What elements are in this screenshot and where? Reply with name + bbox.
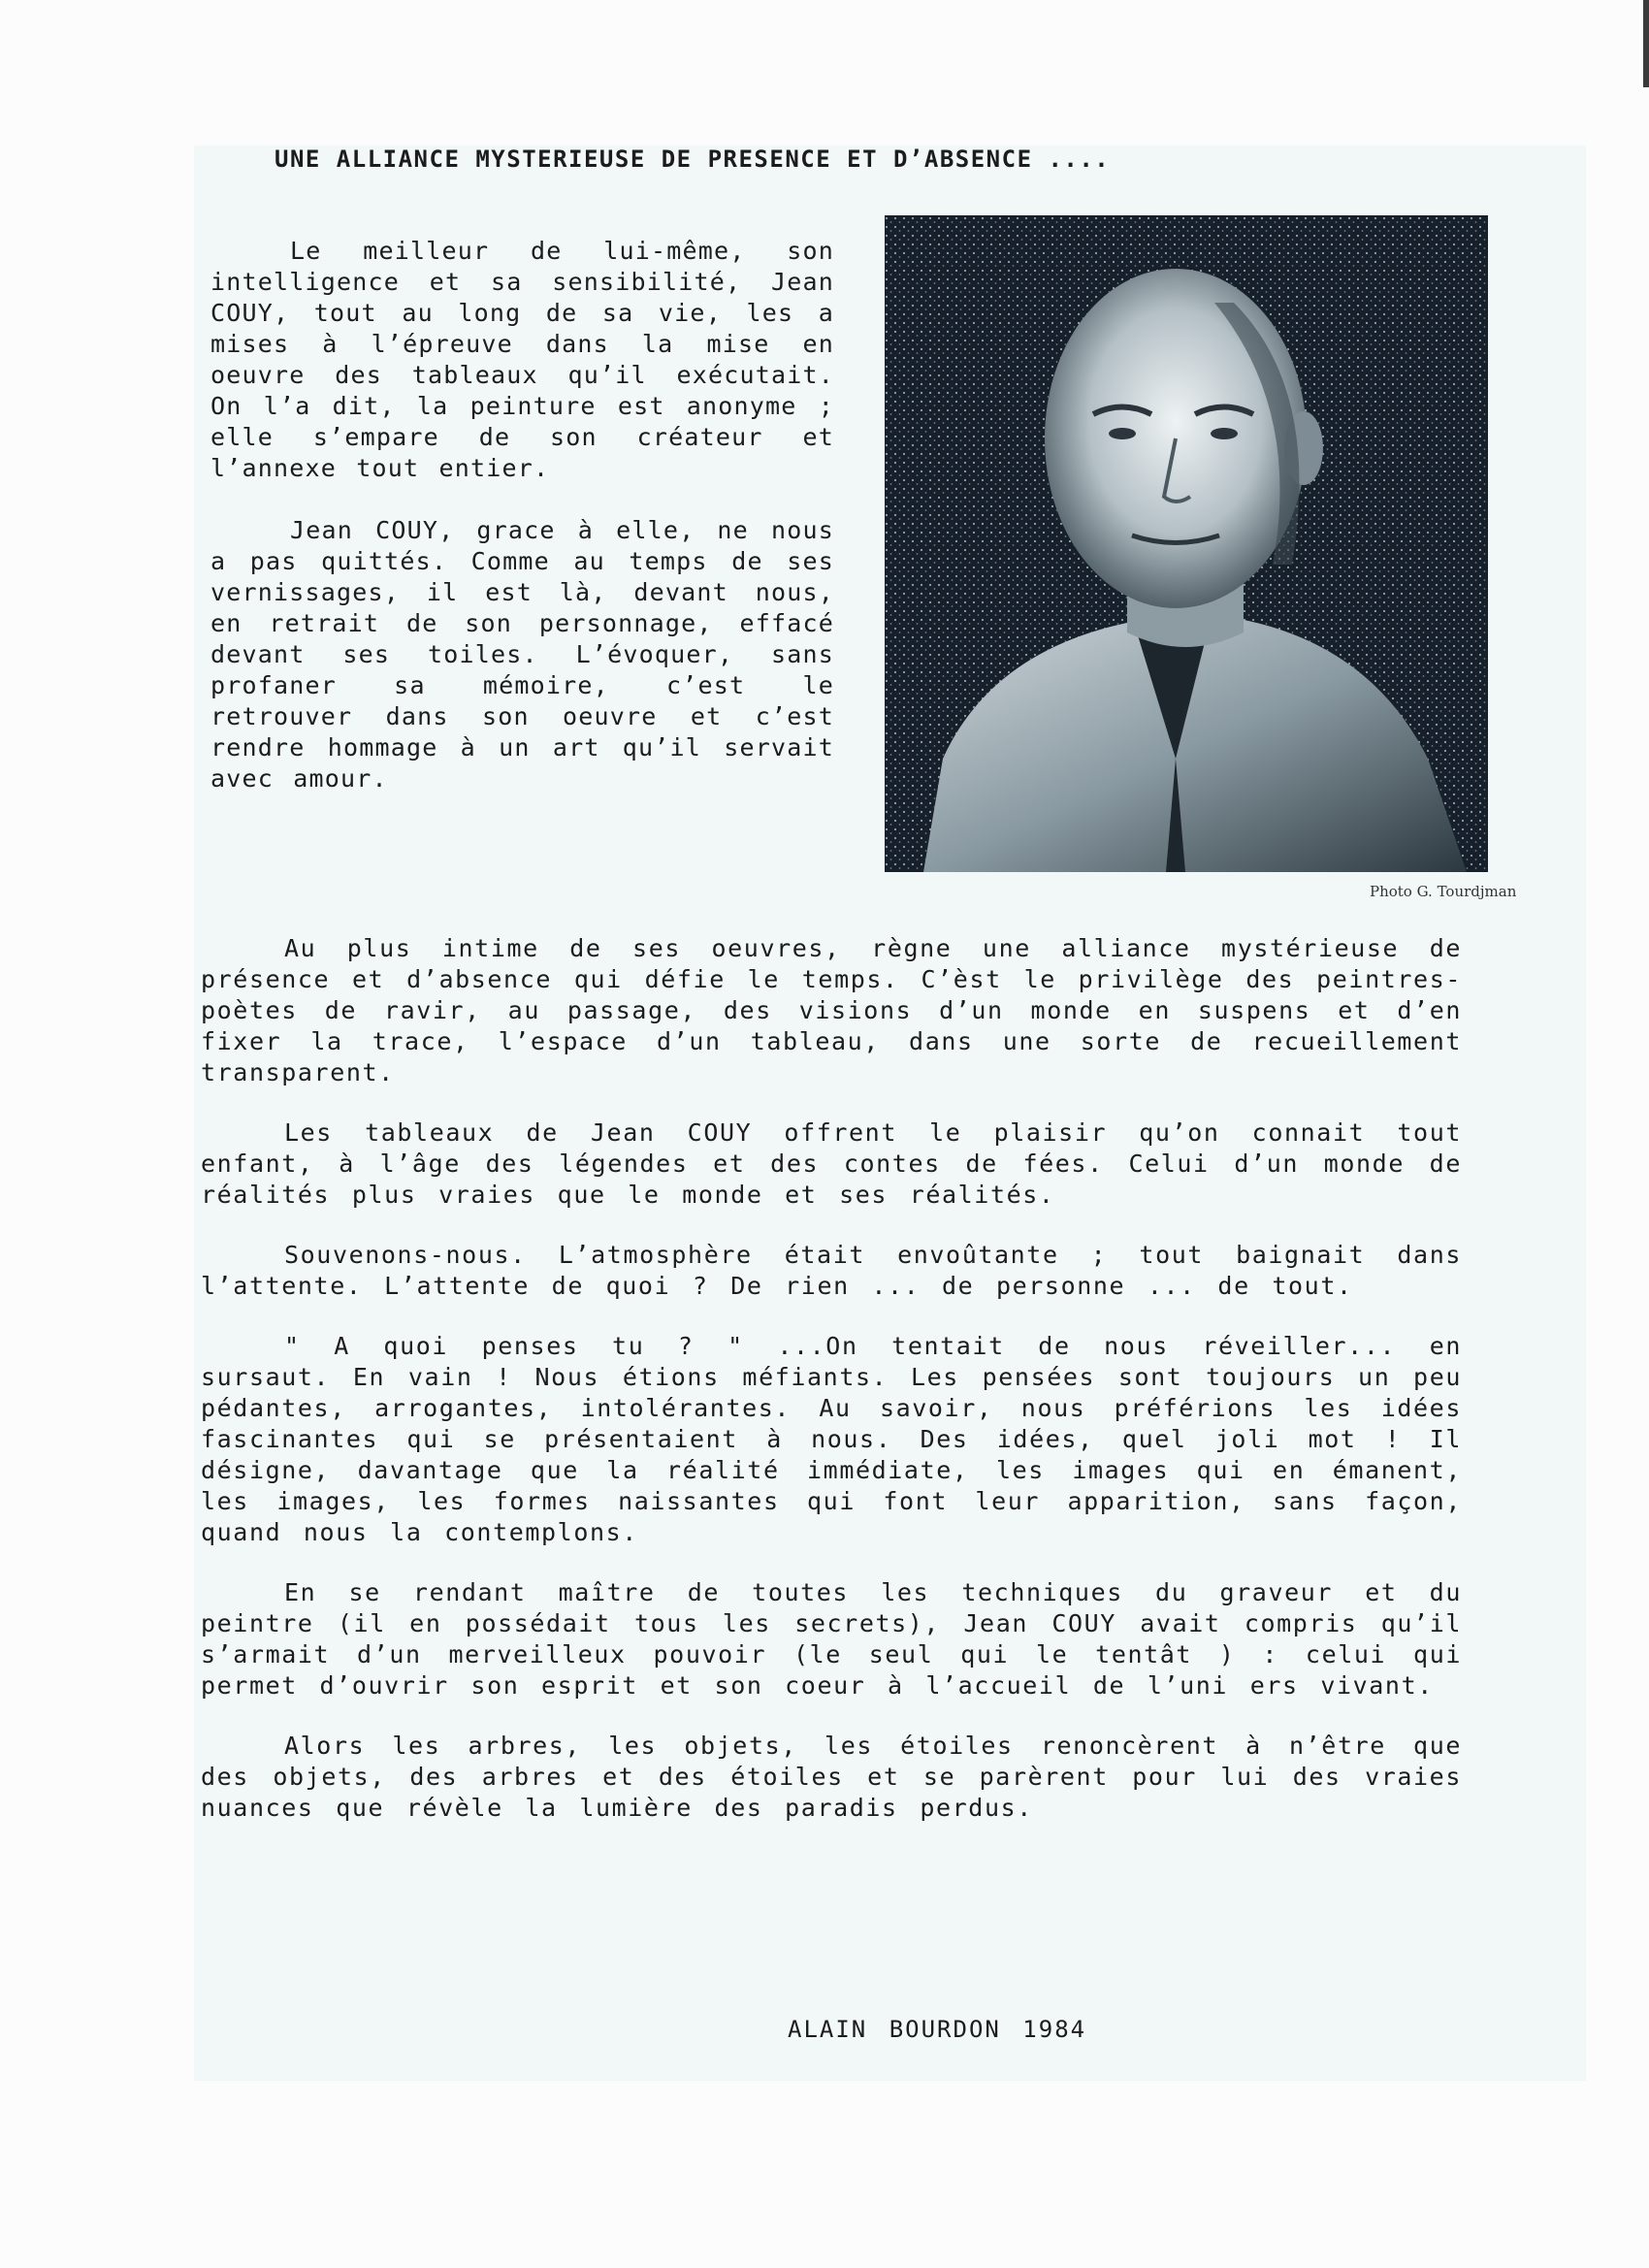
body-paragraph-2: Les tableaux de Jean COUY offrent le plaisir qu’on connait tout enfant, à l’âge des légendes et des contes de fées. Celui d’un monde de réalités plus vraies que le monde et ses réalités. <box>201 1118 1462 1209</box>
page-title: UNE ALLIANCE MYSTERIEUSE DE PRESENCE ET D’ABSENCE .... <box>275 146 1111 173</box>
body-paragraph-3: Souvenons-nous. L’atmosphère était envoûtante ; tout baignait dans l’attente. L’attente de quoi ? De rien ... de personne ... de tout. <box>201 1241 1462 1300</box>
body-paragraph-5: En se rendant maître de toutes les techniques du graveur et du peintre (il en possédait tous les secrets), Jean COUY avait compris qu’il s’armait d’un merveilleux pouvoir (le seul qui le tentât ) : celui qui permet d’ouvrir son esprit et son coeur à l’accueil de l’uni ers vivant. <box>201 1578 1462 1700</box>
body-paragraph-6: Alors les arbres, les objets, les étoiles renoncèrent à n’être que des objets, des arbres et des étoiles et se parèrent pour lui des vraies nuances que révèle la lumière des paradis perdus. <box>201 1732 1462 1822</box>
intro-paragraph-2: Jean COUY, grace à elle, ne nous a pas quittés. Comme au temps de ses vernissages, il est là, devant nous, en retrait de son personnage, effacé devant ses toiles. L’évoquer, sans profaner sa mémoire, c’est le retrouver dans son oeuvre et c’est rendre hommage à un art qu’il servait avec amour. <box>210 516 834 793</box>
intro-text-column <box>210 236 834 794</box>
main-text-column <box>201 933 1462 1824</box>
portrait-photo-image <box>885 215 1488 872</box>
body-paragraph-4: " A quoi penses tu ? " ...On tentait de nous réveiller... en sursaut. En vain ! Nous étions méfiants. Les pensées sont toujours un peu pédantes, arrogantes, intolérantes. Au savoir, nous préférions les idées fascinantes qui se présentaient à nous. Des idées, quel joli mot ! Il désigne, davantage que la réalité immédiate, les images qui en émanent, les images, les formes naissantes qui font leur apparition, sans façon, quand nous la contemplons. <box>201 1332 1462 1546</box>
portrait-photo <box>885 215 1488 872</box>
photo-credit: Photo G. Tourdjman <box>1370 883 1517 900</box>
body-paragraph-1: Au plus intime de ses oeuvres, règne une alliance mystérieuse de présence et d’absence qui défie le temps. C’èst le privilège des peintres-poètes de ravir, au passage, des visions d’un monde en suspens et d’en fixer la trace, l’espace d’un tableau, dans une sorte de recueillement transparent. <box>201 934 1462 1086</box>
author-signature: ALAIN BOURDON 1984 <box>788 2016 1087 2043</box>
scan-edge-mark <box>1643 0 1649 87</box>
intro-paragraph-1: Le meilleur de lui-même, son intelligence et sa sensibilité, Jean COUY, tout au long de sa vie, les a mises à l’épreuve dans la mise en oeuvre des tableaux qu’il exécutait. On l’a dit, la peinture est anonyme ; elle s’empare de son créateur et l’annexe tout entier. <box>210 237 834 482</box>
